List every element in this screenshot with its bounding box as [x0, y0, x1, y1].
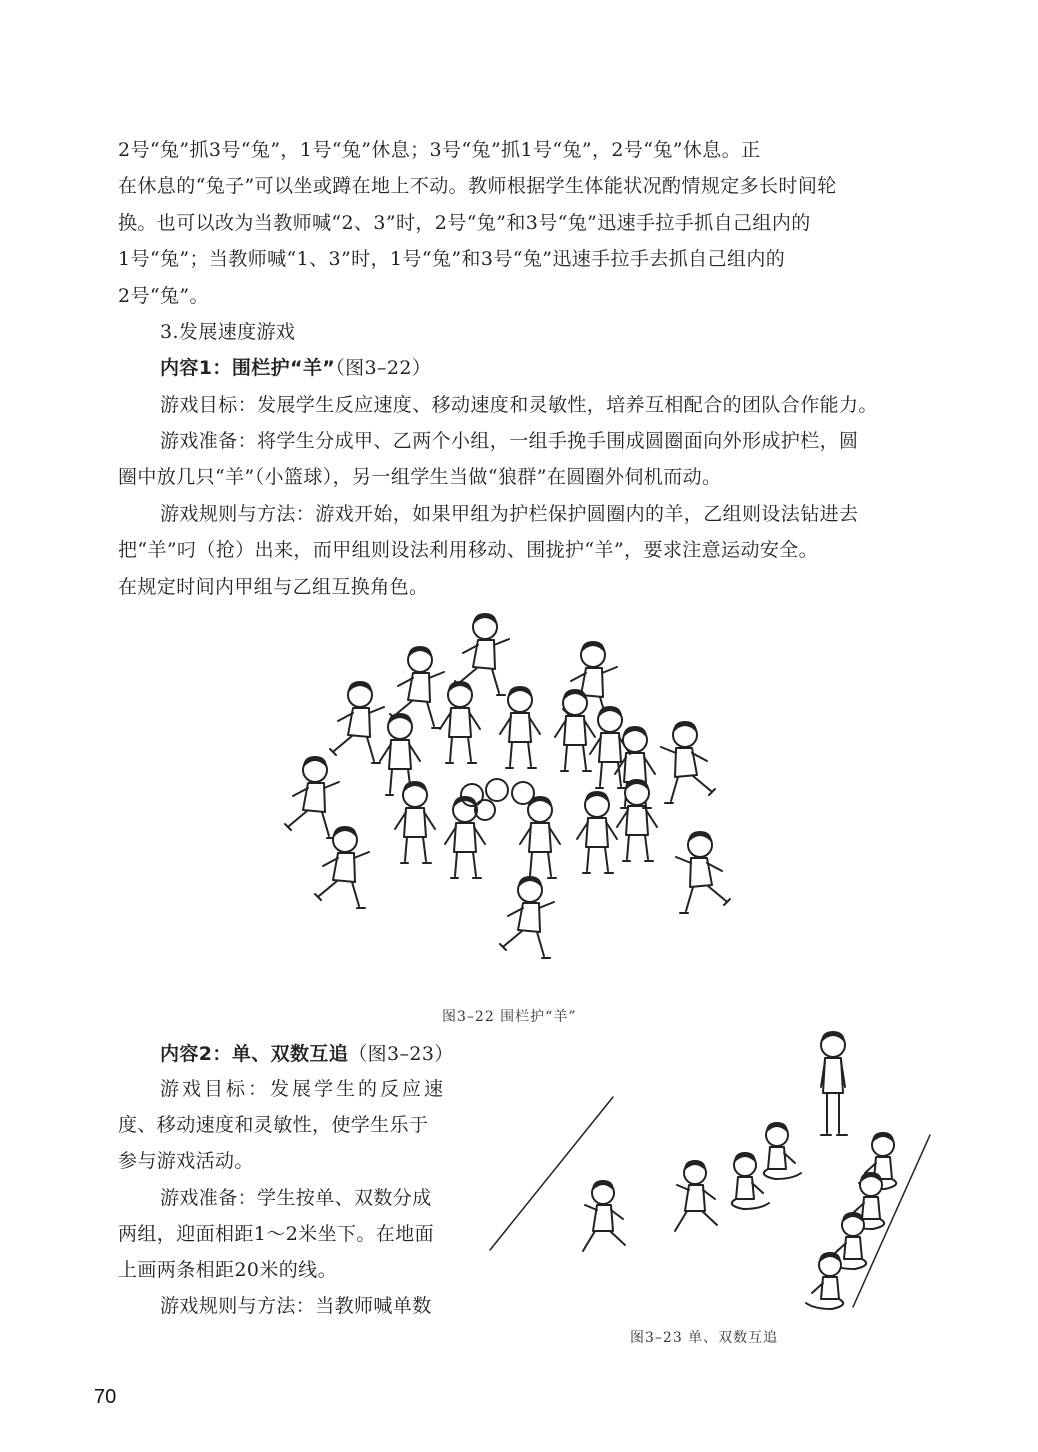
text-line: 2号“兔”抓3号“兔”，1号“兔”休息；3号“兔”抓1号“兔”，2号“兔”休息。正 [118, 139, 761, 161]
figure-3-22-caption: 图3–22 围栏护“羊” [442, 1009, 577, 1025]
section-title: 3.发展速度游戏 [160, 321, 296, 343]
text-line: 2号“兔”。 [118, 285, 209, 307]
rules1-line: 在规定时间内甲组与乙组互换角色。 [118, 576, 429, 598]
prep1-line: 圈中放几只“羊”（小篮球），另一组学生当做“狼群”在圆圈外伺机而动。 [118, 466, 722, 488]
prep2-line: 上画两条相距20米的线。 [118, 1259, 337, 1281]
prep2-line: 游戏准备：学生按单、双数分成 [160, 1187, 432, 1209]
content1-heading [160, 356, 936, 380]
content1-figref: （图3–22） [335, 357, 432, 379]
rules1-line: 游戏规则与方法：游戏开始，如果甲组为护栏保护圆圈内的羊，乙组则设法钻进去 [160, 503, 859, 525]
figure-3-22-illustration [275, 605, 715, 985]
ball [486, 779, 508, 801]
content2-figref: （图3–23） [348, 1043, 454, 1065]
text-line: 在休息的“兔子”可以坐或蹲在地上不动。教师根据学生体能状况酌情规定多长时间轮 [118, 175, 837, 197]
content1-title: 内容1：围栏护“羊” [160, 357, 336, 379]
goal2-line: 游戏目标：发展学生的反应速 [160, 1078, 447, 1100]
teacher-figure [821, 1031, 847, 1135]
figure-3-23-illustration [485, 1025, 945, 1325]
page-number: 70 [94, 1386, 117, 1408]
prep1-line: 游戏准备：将学生分成甲、乙两个小组，一组手挽手围成圆圈面向外形成护栏，圆 [160, 430, 859, 452]
goal1-line: 游戏目标：发展学生反应速度、移动速度和灵敏性，培养互相配合的团队合作能力。 [160, 394, 878, 416]
content2-title: 内容2：单、双数互追 [160, 1043, 349, 1065]
rules1-line: 把“羊”叼（抢）出来，而甲组则设法利用移动、围拢护“羊”，要求注意运动安全。 [118, 539, 819, 561]
goal2-line: 参与游戏活动。 [118, 1150, 254, 1172]
rules2-line: 游戏规则与方法：当教师喊单数 [160, 1295, 432, 1317]
figure-3-23-caption: 图3–23 单、双数互追 [630, 1330, 779, 1346]
text-line: 换。也可以改为当教师喊“2、3”时，2号“兔”和3号“兔”迅速手拉手抓自己组内的 [118, 212, 811, 234]
text-line: 1号“兔”；当教师喊“1、3”时，1号“兔”和3号“兔”迅速手拉手去抓自己组内的 [118, 248, 786, 270]
prep2-line: 两组，迎面相距1～2米坐下。在地面 [118, 1223, 434, 1245]
goal2-line: 度、移动速度和灵敏性，使学生乐于 [118, 1114, 429, 1136]
content2-heading [160, 1042, 478, 1066]
ball [512, 782, 534, 804]
